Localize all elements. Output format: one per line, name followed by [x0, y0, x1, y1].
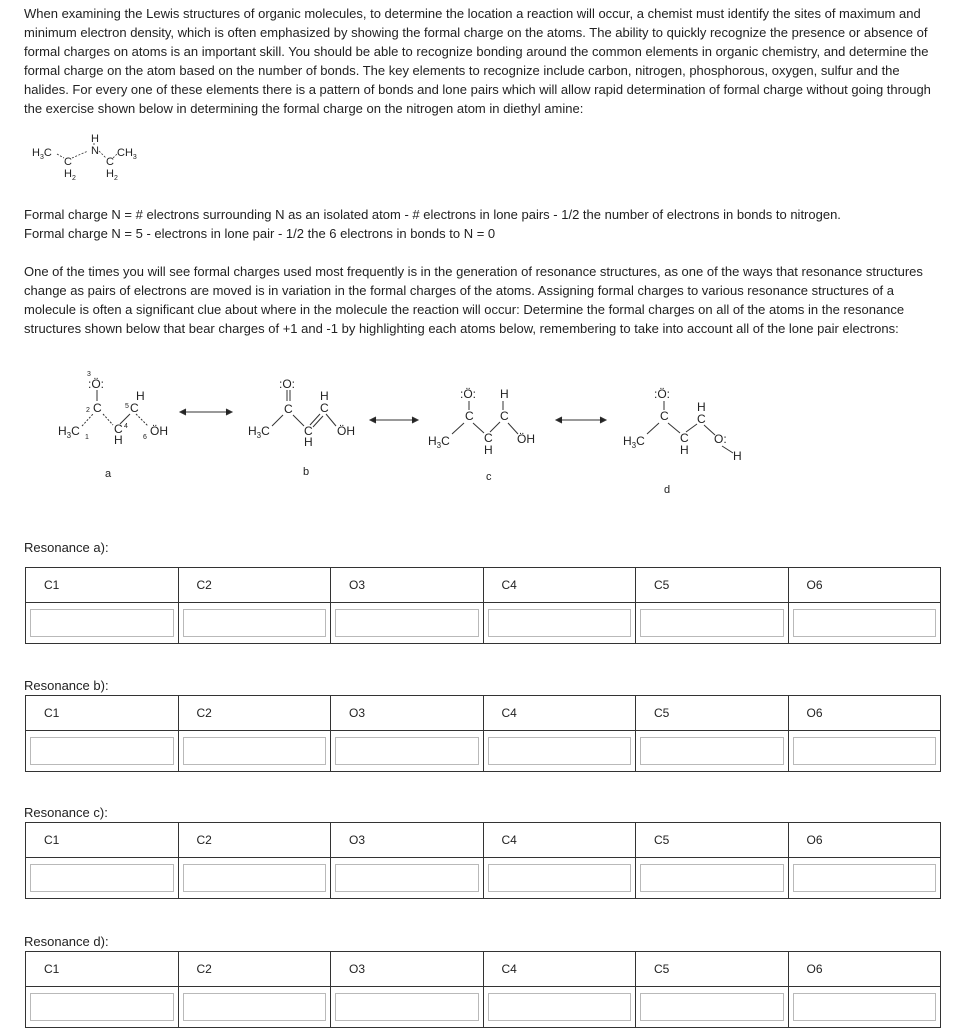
col-o3: O3 — [331, 952, 484, 987]
resonance-c-c2-input[interactable] — [183, 864, 327, 892]
bond — [136, 414, 148, 426]
resonance-c-label: Resonance c): — [24, 805, 108, 820]
svg-text:3: 3 — [87, 371, 91, 378]
col-c5: C5 — [636, 568, 789, 603]
resonance-a-label: Resonance a): — [24, 540, 109, 555]
col-o6: O6 — [788, 568, 941, 603]
bond — [686, 424, 697, 432]
bond — [293, 415, 304, 426]
formal-charge-calculation: Formal charge N = 5 - electrons in lone pair - 1/2 the 6 electrons in bonds to N = 0 — [24, 226, 496, 241]
amine-ch3-right: $CH_3$ — [117, 147, 137, 161]
col-o6: O6 — [788, 952, 941, 987]
bond — [647, 423, 659, 434]
resonance-arrow — [556, 417, 606, 423]
resonance-a-c2-input[interactable] — [183, 609, 327, 637]
svg-text:H3C: $H_3C$ — [623, 434, 645, 450]
svg-text:C: C — [500, 409, 509, 423]
resonance-b-c5-input[interactable] — [640, 737, 784, 765]
resonance-b-c2-input[interactable] — [183, 737, 327, 765]
formal-charge-formula: Formal charge N = # electrons surrounding N as an isolated atom - # electrons in lone pairs - 1/2 the number of electrons in bonds to nitrogen. — [24, 207, 841, 222]
svg-text:H: H — [733, 449, 742, 463]
col-c2: C2 — [178, 823, 331, 858]
resonance-d-table — [25, 951, 941, 1028]
resonance-d-c2-input[interactable] — [183, 993, 327, 1021]
svg-text:H: H — [114, 433, 123, 447]
bond — [103, 414, 113, 425]
col-o3: O3 — [331, 568, 484, 603]
amine-c-right: C — [106, 156, 114, 168]
diethyl-amine-structure — [24, 130, 154, 180]
resonance-d-c1-input[interactable] — [30, 993, 174, 1021]
col-c4: C4 — [483, 568, 636, 603]
resonance-b-table — [25, 695, 941, 772]
structure-label-b: b — [303, 466, 310, 478]
col-o6: O6 — [788, 696, 941, 731]
svg-text:H: H — [136, 389, 145, 403]
amine-n-h: H — [91, 133, 99, 145]
carbon-c4: C — [114, 422, 123, 436]
bond — [668, 423, 680, 433]
svg-text:H: H — [484, 443, 493, 457]
hydroxyl-o6: ÖH — [150, 424, 168, 438]
col-o3: O3 — [331, 696, 484, 731]
resonance-a-table — [25, 567, 941, 644]
svg-text:H: H — [320, 389, 329, 403]
bond — [310, 414, 320, 425]
col-c5: C5 — [636, 696, 789, 731]
carbon-c5: C — [130, 401, 139, 415]
svg-text:ÖH: ÖH — [337, 424, 355, 438]
svg-text:H: H — [500, 387, 509, 401]
bond — [704, 425, 715, 435]
col-c2: C2 — [178, 952, 331, 987]
resonance-b-o6-input[interactable] — [793, 737, 937, 765]
resonance-d-o6-input[interactable] — [793, 993, 937, 1021]
svg-text::O:: :O: — [279, 377, 296, 391]
resonance-b-c4-input[interactable] — [488, 737, 632, 765]
bond — [272, 415, 283, 426]
svg-text:5: 5 — [125, 403, 129, 410]
svg-text:4: 4 — [124, 423, 128, 430]
resonance-b-o3-input[interactable] — [335, 737, 479, 765]
resonance-c-o6-input[interactable] — [793, 864, 937, 892]
structure-d — [623, 387, 742, 496]
col-c4: C4 — [483, 823, 636, 858]
resonance-c-c1-input[interactable] — [30, 864, 174, 892]
svg-text:ÖH: ÖH — [517, 432, 535, 446]
amine-h2-right: $H_2$ — [106, 168, 118, 180]
bond — [722, 446, 733, 453]
bond — [313, 416, 323, 427]
col-o3: O3 — [331, 823, 484, 858]
structure-label-d: d — [664, 484, 671, 496]
resonance-a-c4-input[interactable] — [488, 609, 632, 637]
structure-b — [248, 377, 355, 478]
resonance-structures — [0, 368, 972, 498]
svg-text:H: H — [680, 443, 689, 457]
resonance-arrow — [180, 409, 232, 415]
svg-text:C: C — [697, 412, 706, 426]
structure-c — [428, 387, 535, 483]
bond — [473, 423, 484, 433]
oxygen-o3: :Ö: — [88, 377, 105, 391]
svg-text:H3C: $H_3C$ — [428, 434, 450, 450]
bond — [452, 423, 464, 434]
resonance-d-c5-input[interactable] — [640, 993, 784, 1021]
structure-a — [58, 371, 168, 480]
svg-text:C: C — [284, 402, 293, 416]
col-c1: C1 — [26, 823, 179, 858]
col-c4: C4 — [483, 952, 636, 987]
amine-nitrogen: N — [91, 145, 99, 157]
resonance-a-c1-input[interactable] — [30, 609, 174, 637]
col-c1: C1 — [26, 568, 179, 603]
formal-charge-explanation — [24, 205, 841, 243]
svg-text:O:: O: — [714, 432, 727, 446]
bond — [508, 423, 518, 434]
svg-text:C: C — [304, 424, 313, 438]
col-c5: C5 — [636, 823, 789, 858]
amine-bond — [57, 154, 64, 158]
methyl-c1: $H_3C$ — [58, 424, 80, 440]
amine-c-left: C — [64, 156, 72, 168]
amine-bond — [72, 151, 88, 158]
bond — [82, 414, 93, 426]
svg-text:1: 1 — [85, 434, 89, 441]
bond — [490, 422, 500, 432]
resonance-arrow — [370, 417, 418, 423]
svg-text:H3C: $H_3C$ — [248, 424, 270, 440]
structure-label-c: c — [486, 471, 492, 483]
svg-text:C: C — [484, 431, 493, 445]
svg-text::Ö:: :Ö: — [460, 387, 477, 401]
intro-paragraph: When examining the Lewis structures of organic molecules, to determine the location a reaction will occur, a chemist must identify the sites of maximum and minimum electron density, which is often emphasized by showing the formal charge on the atoms. The ability to quickly recognize the presence or absence of formal charges on atoms is an important skill. You should be able to recognize bonding around the common elements in organic chemistry, and determine the formal charge on the atom based on the number of bonds. The key elements to recognize include carbon, nitrogen, phosphorous, oxygen, sulfur and the halides. For every one of these elements there is a pattern of bonds and lone pairs which will allow rapid determination of formal charge without going through the exercise shown below in determining the formal charge on the nitrogen atom in diethyl amine: — [24, 6, 931, 116]
svg-text:H: H — [304, 435, 313, 449]
carbon-c2: C — [93, 401, 102, 415]
col-c1: C1 — [26, 952, 179, 987]
resonance-b-c1-input[interactable] — [30, 737, 174, 765]
bond — [326, 414, 336, 426]
col-c5: C5 — [636, 952, 789, 987]
col-c1: C1 — [26, 696, 179, 731]
resonance-d-label: Resonance d): — [24, 934, 109, 949]
svg-text:C: C — [660, 409, 669, 423]
resonance-a-o6-input[interactable] — [793, 609, 937, 637]
svg-text:C: C — [465, 409, 474, 423]
resonance-c-o3-input[interactable] — [335, 864, 479, 892]
resonance-a-c5-input[interactable] — [640, 609, 784, 637]
col-c4: C4 — [483, 696, 636, 731]
svg-text:2: 2 — [86, 407, 90, 414]
col-c2: C2 — [178, 696, 331, 731]
col-c2: C2 — [178, 568, 331, 603]
svg-text:H: H — [697, 400, 706, 414]
resonance-d-c4-input[interactable] — [488, 993, 632, 1021]
amine-h3c-left: $H_3C$ — [32, 147, 52, 161]
amine-bond — [99, 151, 106, 158]
resonance-c-c5-input[interactable] — [640, 864, 784, 892]
resonance-c-table — [25, 822, 941, 899]
resonance-c-c4-input[interactable] — [488, 864, 632, 892]
svg-text:6: 6 — [143, 434, 147, 441]
resonance-b-label: Resonance b): — [24, 678, 109, 693]
svg-text::Ö:: :Ö: — [654, 387, 671, 401]
svg-text:C: C — [680, 431, 689, 445]
svg-text:C: C — [320, 401, 329, 415]
resonance-d-o3-input[interactable] — [335, 993, 479, 1021]
structure-label-a: a — [105, 468, 112, 480]
resonance-paragraph: One of the times you will see formal charges used most frequently is in the generation of resonance structures, as one of the ways that resonance structures change as pairs of electrons are moved is in variation in the formal charges of the atoms. Assigning formal charges to various resonance structures of a molecule is often a significant clue about where in the molecule the reaction will occur: Determine the formal charges on all of the atoms in the resonance structures shown below that bear charges of +1 and -1 by highlighting each atoms below, remembering to take into account all of the lone pair electrons: — [24, 264, 923, 336]
resonance-a-o3-input[interactable] — [335, 609, 479, 637]
col-o6: O6 — [788, 823, 941, 858]
amine-h2-left: $H_2$ — [64, 168, 76, 180]
